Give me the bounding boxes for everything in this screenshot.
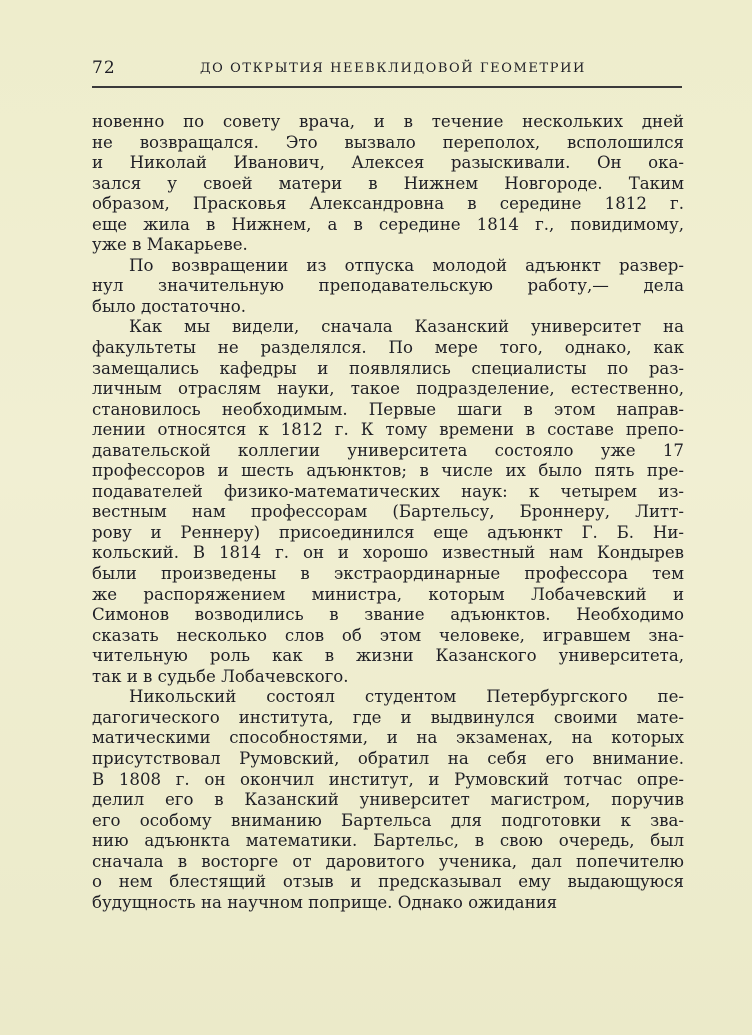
text-line: подавателей физико-математических наук: к четырем из- — [92, 481, 684, 501]
paragraph — [92, 256, 684, 318]
running-title: ДО ОТКРЫТИЯ НЕЕВКЛИДОВОЙ ГЕОМЕТРИИ — [200, 61, 586, 76]
text-line: зался у своей матери в Нижнем Новгороде. Таким — [92, 173, 684, 193]
text-line: давательской коллегии университета состояло уже 17 — [92, 440, 684, 460]
text-line: факультеты не разделялся. По мере того, однако, как — [92, 338, 684, 358]
text-line: нию адъюнкта математики. Бартельс, в свою очередь, был — [92, 831, 684, 851]
paragraph — [92, 112, 684, 256]
text-line: кольский. В 1814 г. он и хорошо известный нам Кондырев — [92, 543, 684, 563]
text-line: делил его в Казанский университет магистром, поручив — [92, 790, 684, 810]
text-line: уже в Макарьеве. — [92, 235, 248, 255]
text-line: дагогического института, где и выдвинулся своими мате- — [92, 707, 684, 727]
text-line: становилось необходимым. Первые шаги в этом направ- — [92, 399, 684, 419]
text-line: рову и Реннеру) присоединился еще адъюнкт Г. Б. Ни- — [92, 522, 684, 542]
page-number: 72 — [92, 58, 116, 78]
text-line: В 1808 г. он окончил институт, и Румовский тотчас опре- — [92, 769, 684, 789]
text-line: о нем блестящий отзыв и предсказывал ему выдающуюся — [92, 872, 684, 892]
text-line: его особому вниманию Бартельса для подготовки к зва- — [92, 810, 684, 830]
text-line: чительную роль как в жизни Казанского университета, — [92, 646, 684, 666]
page-header — [92, 58, 682, 82]
text-line: вестным нам профессорам (Бартельсу, Броннеру, Литт- — [92, 502, 684, 522]
paragraph — [92, 317, 684, 687]
header-rule — [92, 86, 682, 88]
text-line: так и в судьбе Лобачевского. — [92, 666, 349, 686]
text-line: Как мы видели, сначала Казанский университет на — [129, 317, 684, 337]
text-line: было достаточно. — [92, 296, 247, 316]
text-line: личным отраслям науки, такое подразделение, естественно, — [92, 379, 684, 399]
text-line: еще жила в Нижнем, а в середине 1814 г., повидимому, — [92, 214, 684, 234]
text-line: нул значительную преподавательскую работу,— дела — [92, 276, 684, 296]
text-line: присутствовал Румовский, обратил на себя его внимание. — [92, 748, 684, 768]
text-line: будущность на научном поприще. Однако ожидания — [92, 892, 558, 912]
text-line: Никольский состоял студентом Петербургского пе- — [129, 687, 684, 707]
text-line: По возвращении из отпуска молодой адъюнкт развер- — [129, 255, 684, 275]
text-line: замещались кафедры и появлялись специалисты по раз- — [92, 358, 684, 378]
text-line: образом, Прасковья Александровна в середине 1812 г. — [92, 194, 684, 214]
text-line: лении относятся к 1812 г. К тому времени в составе препо- — [92, 420, 684, 440]
text-line: матическими способностями, и на экзаменах, на которых — [92, 728, 684, 748]
text-line: профессоров и шесть адъюнктов; в числе их было пять пре- — [92, 461, 684, 481]
text-line: сказать несколько слов об этом человеке, игравшем зна- — [92, 625, 684, 645]
text-line: сначала в восторге от даровитого ученика, дал попечителю — [92, 851, 684, 871]
text-line: были произведены в экстраординарные профессора тем — [92, 564, 684, 584]
text-line: новенно по совету врача, и в течение нескольких дней — [92, 112, 684, 131]
body-text — [92, 112, 684, 913]
paragraph — [92, 687, 684, 913]
text-line: и Николай Иванович, Алексея разыскивали. Он ока- — [92, 153, 684, 173]
text-line: же распоряжением министра, которым Лобачевский и — [92, 584, 684, 604]
text-line: не возвращался. Это вызвало переполох, всполошился — [92, 132, 684, 152]
text-line: Симонов возводились в звание адъюнктов. Необходимо — [92, 605, 684, 625]
